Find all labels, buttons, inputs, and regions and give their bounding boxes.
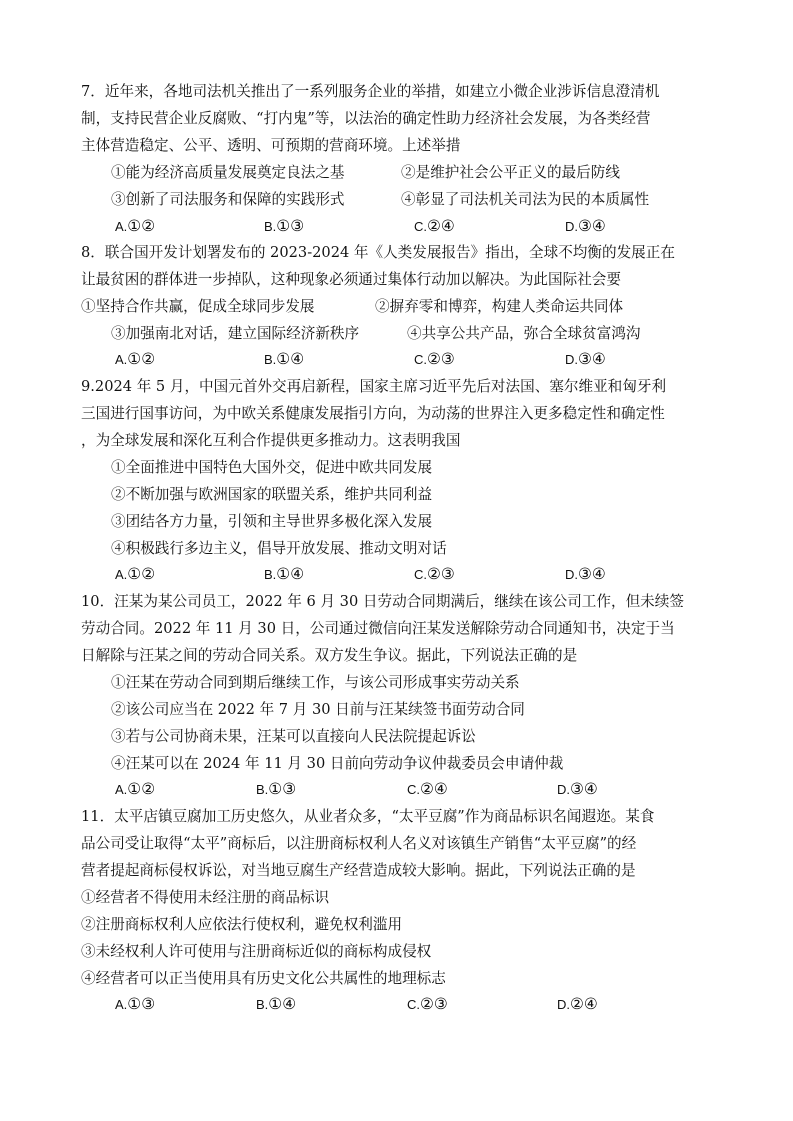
option-choice: ③④	[570, 780, 598, 798]
question-9-statement-3: ③团结各方力量，引领和主导世界多极化深入发展	[111, 513, 433, 530]
option-choice: ②③	[427, 565, 455, 583]
option-letter: B.	[264, 567, 277, 582]
question-10-statement-1: ①汪某在劳动合同到期后继续工作，与该公司形成事实劳动关系	[111, 674, 520, 691]
question-10-stem-line-2: 劳动合同。2022 年 11 月 30 日，公司通过微信向汪某发送解除劳动合同通知书，决定于当	[81, 620, 675, 637]
question-11-statement-1: ①经营者不得使用未经注册的商品标识	[81, 889, 330, 906]
question-11-statement-4: ④经营者可以正当使用具有历史文化公共属性的地理标志	[81, 970, 446, 987]
option-letter: D.	[557, 782, 570, 797]
question-10-option-a[interactable]	[115, 779, 155, 800]
question-7-statement-2: ②是维护社会公平正义的最后防线	[401, 164, 620, 181]
question-8-stem-line-1: 8．联合国开发计划署发布的 2023-2024 年《人类发展报告》指出，全球不均衡的发展正在	[81, 244, 675, 261]
question-11-statement-2: ②注册商标权利人应依法行使权利，避免权利滥用	[81, 916, 403, 933]
question-11-option-a[interactable]	[115, 994, 155, 1015]
question-11-stem-line-1: 11．太平店镇豆腐加工历史悠久，从业者众多，“太平豆腐”作为商品标识名闻遐迩。某食	[81, 808, 655, 825]
option-choice: ①④	[276, 350, 305, 368]
option-letter: C.	[407, 782, 420, 797]
option-letter: A.	[115, 567, 128, 582]
question-7-stem-line-1: 7．近年来，各地司法机关推出了一系列服务企业的举措，如建立小微企业涉诉信息澄清机	[81, 83, 660, 100]
question-8-stem-line-2: 让最贫困的群体进一步掉队，这种现象必须通过集体行动加以解决。为此国际社会要	[81, 271, 621, 288]
option-letter: A.	[115, 352, 128, 367]
option-letter: A.	[115, 782, 128, 797]
question-7-option-c[interactable]	[414, 216, 455, 237]
option-letter: B.	[264, 352, 277, 367]
option-choice: ③④	[578, 350, 606, 368]
question-7-statement-3: ③创新了司法服务和保障的实践形式	[111, 191, 345, 208]
option-choice: ①④	[276, 565, 305, 583]
question-7-option-d[interactable]	[565, 216, 606, 237]
option-letter: D.	[565, 352, 578, 367]
question-10-statement-3: ③若与公司协商未果，汪某可以直接向人民法院提起诉讼	[111, 728, 476, 745]
option-choice: ②④	[427, 217, 455, 235]
option-choice: ③④	[578, 217, 606, 235]
question-7-statement-1: ①能为经济高质量发展奠定良法之基	[111, 164, 345, 181]
option-choice: ③④	[578, 565, 606, 583]
option-letter: A.	[115, 997, 128, 1012]
question-11-option-c[interactable]	[407, 994, 448, 1015]
question-8-statement-4: ④共享公共产品，弥合全球贫富鸿沟	[407, 325, 641, 342]
question-11-statement-3: ③未经权利人许可使用与注册商标近似的商标构成侵权	[81, 943, 432, 960]
option-choice: ①②	[127, 565, 156, 583]
question-7-option-b[interactable]	[264, 216, 304, 237]
option-choice: ①②	[127, 780, 156, 798]
question-9-statement-2: ②不断加强与欧洲国家的联盟关系，维护共同利益	[111, 486, 433, 503]
option-choice: ①②	[127, 350, 156, 368]
option-letter: C.	[414, 219, 427, 234]
question-7-option-a[interactable]	[115, 216, 155, 237]
question-10-statement-2: ②该公司应当在 2022 年 7 月 30 日前与汪某续签书面劳动合同	[111, 701, 525, 718]
question-8-statement-1: ①坚持合作共赢，促成全球同步发展	[81, 298, 315, 315]
option-letter: D.	[565, 567, 578, 582]
option-choice: ①③	[276, 217, 305, 235]
option-letter: A.	[115, 219, 128, 234]
option-letter: D.	[557, 997, 570, 1012]
question-10-stem-line-1: 10．汪某为某公司员工，2022 年 6 月 30 日劳动合同期满后，继续在该公司工作，但未续签	[81, 593, 684, 610]
question-8-option-a[interactable]	[115, 349, 155, 370]
option-choice: ①④	[268, 995, 297, 1013]
option-choice: ②③	[420, 995, 448, 1013]
question-10-option-b[interactable]	[256, 779, 296, 800]
option-choice: ②④	[570, 995, 598, 1013]
option-choice: ②④	[420, 780, 448, 798]
option-letter: B.	[256, 782, 269, 797]
option-letter: C.	[407, 997, 420, 1012]
question-10-stem-line-3: 日解除与汪某之间的劳动合同关系。双方发生争议。据此，下列说法正确的是	[81, 647, 578, 664]
question-10-option-c[interactable]	[407, 779, 448, 800]
question-8-statement-3: ③加强南北对话，建立国际经济新秩序	[111, 325, 360, 342]
option-letter: C.	[414, 567, 427, 582]
option-letter: B.	[264, 219, 277, 234]
question-9-stem-line-1: 9.2024 年 5 月，中国元首外交再启新程，国家主席习近平先后对法国、塞尔维亚和匈牙利	[81, 378, 667, 395]
option-letter: B.	[256, 997, 269, 1012]
question-10-statement-4: ④汪某可以在 2024 年 11 月 30 日前向劳动争议仲裁委员会申请仲裁	[111, 755, 564, 772]
question-9-stem-line-3: ，为全球发展和深化互利合作提供更多推动力。这表明我国	[81, 432, 461, 449]
option-letter: C.	[414, 352, 427, 367]
question-8-option-d[interactable]	[565, 349, 606, 370]
question-11-stem-line-3: 营者提起商标侵权诉讼，对当地豆腐生产经营造成较大影响。据此，下列说法正确的是	[81, 862, 636, 879]
question-7-statement-4: ④彰显了司法机关司法为民的本质属性	[401, 191, 650, 208]
question-11-option-d[interactable]	[557, 994, 598, 1015]
option-letter: D.	[565, 219, 578, 234]
question-7-stem-line-3: 主体营造稳定、公平、透明、可预期的营商环境。上述举措	[81, 137, 461, 154]
question-10-option-d[interactable]	[557, 779, 598, 800]
question-8-statement-2: ②摒弃零和博弈，构建人类命运共同体	[375, 298, 624, 315]
question-9-option-d[interactable]	[565, 564, 606, 585]
question-11-stem-line-2: 品公司受让取得“太平”商标后，以注册商标权利人名义对该镇生产销售“太平豆腐”的经	[81, 835, 637, 852]
question-8-option-b[interactable]	[264, 349, 304, 370]
option-choice: ①③	[268, 780, 297, 798]
option-choice: ①③	[127, 995, 156, 1013]
option-choice: ①②	[127, 217, 156, 235]
question-9-option-a[interactable]	[115, 564, 155, 585]
question-9-statement-1: ①全面推进中国特色大国外交，促进中欧共同发展	[111, 459, 433, 476]
question-9-statement-4: ④积极践行多边主义，倡导开放发展、推动文明对话	[111, 540, 447, 557]
question-9-option-b[interactable]	[264, 564, 304, 585]
question-7-stem-line-2: 制，支持民营企业反腐败、“打内鬼”等，以法治的确定性助力经济社会发展，为各类经营	[81, 110, 651, 127]
question-9-option-c[interactable]	[414, 564, 455, 585]
option-choice: ②③	[427, 350, 455, 368]
question-11-option-b[interactable]	[256, 994, 296, 1015]
question-9-stem-line-2: 三国进行国事访问，为中欧关系健康发展指引方向，为动荡的世界注入更多稳定性和确定性	[81, 405, 665, 422]
question-8-option-c[interactable]	[414, 349, 455, 370]
